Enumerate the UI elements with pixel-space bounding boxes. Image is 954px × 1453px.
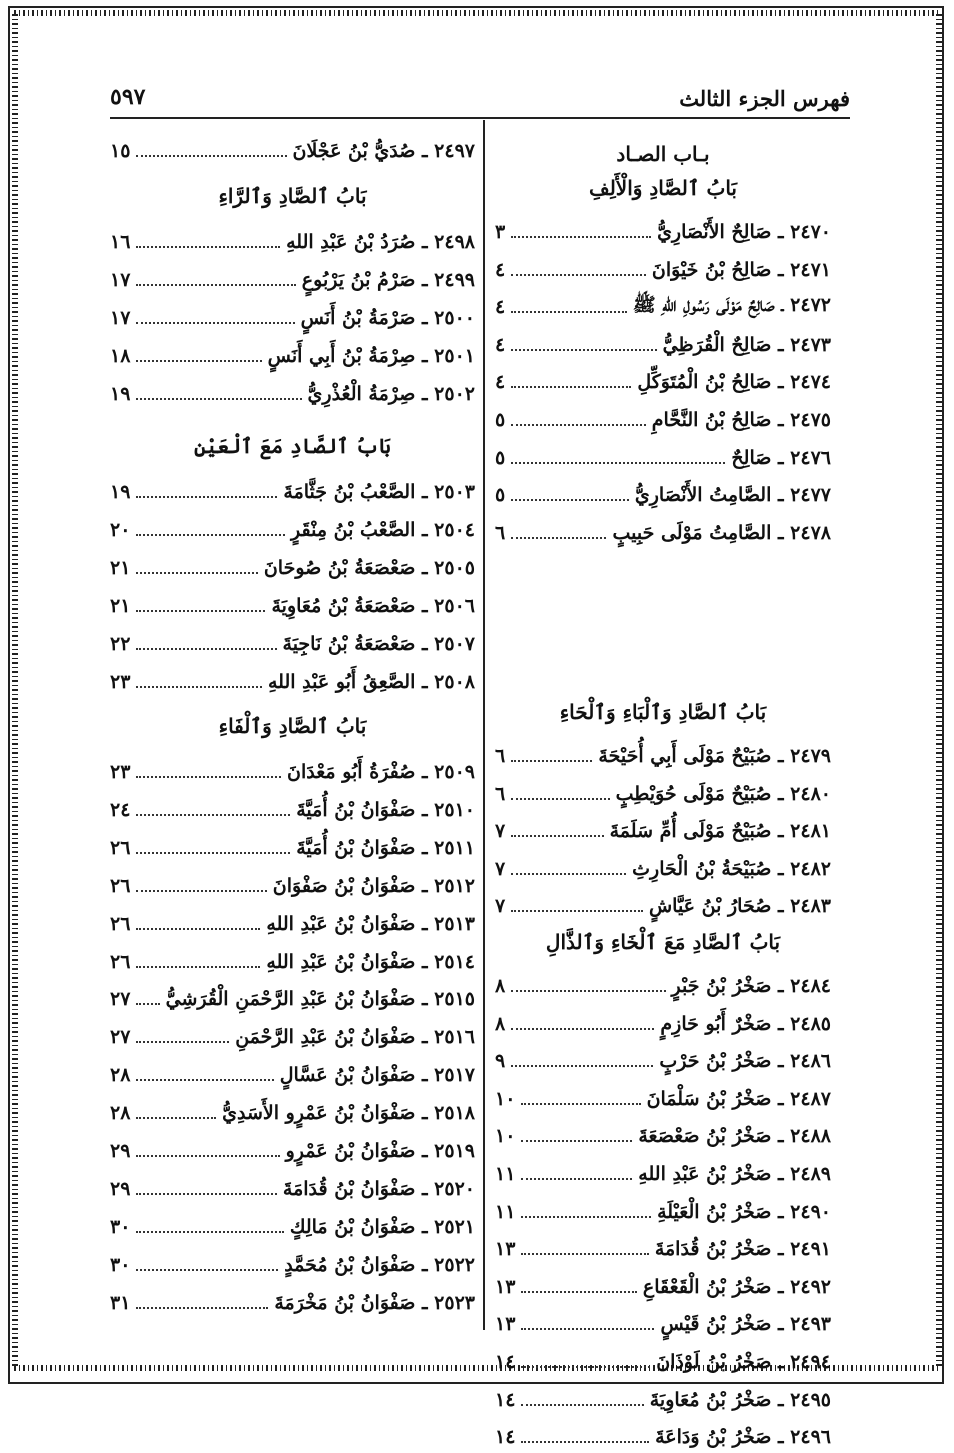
entry-page-number: ٦ bbox=[495, 782, 506, 805]
entry-name: ٢٤٨٤ ـ صَخْرُ بْنُ جَبْرٍ bbox=[671, 975, 831, 997]
dot-leader bbox=[511, 1065, 653, 1067]
index-entry bbox=[495, 517, 831, 549]
index-entry bbox=[110, 135, 475, 167]
entry-name: ٢٤٩٤ ـ صَخْرُ بْنُ لَوْذَانَ bbox=[656, 1351, 831, 1373]
dot-leader bbox=[511, 274, 646, 276]
entry-name: ٢٤٧٥ ـ صَالِحُ بْنُ النَّحَّامِ bbox=[651, 409, 831, 431]
entry-page-number: ٢٢ bbox=[110, 632, 131, 655]
dot-leader bbox=[136, 1269, 278, 1271]
entry-page-number: ١٩ bbox=[110, 481, 131, 503]
entry-name: ٢٥١٧ ـ صَفْوَانُ بْنُ عَسَّالٍ bbox=[279, 1064, 475, 1087]
entry-name: ٢٤٩٣ ـ صَخْرُ بْنُ قَيْسٍ bbox=[660, 1313, 831, 1336]
index-entry bbox=[110, 794, 475, 826]
entry-name: ٢٥٠٠ ـ صَرْمَةُ بْنُ أَنَسٍ bbox=[300, 306, 475, 329]
index-entry bbox=[495, 291, 831, 323]
index-entry bbox=[495, 778, 831, 810]
entry-name: ٢٥١٣ ـ صَفْوَانُ بْنُ عَبْدِ اللهِ bbox=[266, 912, 475, 935]
section-heading: بَابُ ٱلصَّادِ مَعَ ٱلْعَيْنِ bbox=[194, 434, 391, 458]
index-entry bbox=[110, 870, 475, 902]
entry-name: ٢٤٧٤ ـ صَالِحُ بْنُ الْمُتَوَكِّلِ bbox=[637, 371, 831, 394]
index-entry bbox=[110, 1249, 475, 1281]
dot-leader bbox=[521, 1178, 632, 1180]
index-entry bbox=[110, 552, 475, 584]
entry-page-number: ١٣ bbox=[495, 1313, 516, 1336]
index-entry bbox=[495, 479, 831, 511]
dot-leader bbox=[136, 966, 260, 968]
entry-name: ٢٤٧٢ ـ صَالِحٌ مَوْلَى رَسُولِ اللهِ ﷺ bbox=[632, 294, 831, 317]
entry-name: ٢٥١٦ ـ صَفْوَانُ بْنُ عَبْدِ الرَّحْمَنِ bbox=[235, 1026, 475, 1049]
index-entry bbox=[495, 970, 831, 1002]
header-rule bbox=[110, 117, 850, 119]
entry-page-number: ١١ bbox=[495, 1200, 516, 1223]
entry-page-number: ٢٦ bbox=[110, 950, 131, 973]
index-entry bbox=[110, 302, 475, 334]
ornamental-border-right bbox=[936, 14, 942, 1366]
entry-page-number: ١٠ bbox=[495, 1087, 516, 1110]
index-entry bbox=[495, 1196, 831, 1228]
index-entry bbox=[110, 590, 475, 622]
entry-name: ٢٥٠٦ ـ صَعْصَعَةُ بْنُ مُعَاوِيَةَ bbox=[271, 594, 475, 617]
entry-page-number: ٣٠ bbox=[110, 1253, 131, 1276]
ornamental-border-left bbox=[12, 14, 18, 1366]
entry-name: ٢٥٠٣ ـ الصَّعْبُ بْنُ جَثَّامَةَ bbox=[283, 481, 475, 503]
dot-leader bbox=[136, 1307, 268, 1309]
entry-page-number: ٢٧ bbox=[110, 988, 131, 1011]
entry-name: ٢٤٩٩ ـ صَرْمُ بْنُ يَرْبُوعٍ bbox=[301, 268, 475, 291]
index-entry bbox=[495, 890, 831, 922]
dot-leader bbox=[136, 155, 286, 157]
index-entry bbox=[495, 1421, 831, 1453]
index-entry bbox=[110, 1059, 475, 1091]
dot-leader bbox=[511, 462, 725, 464]
index-entry bbox=[110, 226, 475, 258]
entry-name: ٢٤٨٩ ـ صَخْرُ بْنُ عَبْدِ اللهِ bbox=[638, 1163, 831, 1185]
ornamental-border-top bbox=[14, 10, 938, 16]
dot-leader bbox=[136, 534, 285, 536]
entry-name: ٢٤٩٦ ـ صَخْرُ بْنُ وَدَاعَةَ bbox=[655, 1426, 831, 1449]
dot-leader bbox=[521, 1291, 637, 1293]
index-entry bbox=[495, 442, 831, 474]
chapter-title: بـاب الصـاد bbox=[616, 142, 710, 166]
dot-leader bbox=[521, 1103, 640, 1105]
dot-leader bbox=[521, 1366, 650, 1368]
entry-page-number: ٨ bbox=[495, 975, 506, 997]
entry-page-number: ٤ bbox=[495, 371, 506, 394]
entry-name: ٢٤٧٧ ـ الصَّامِتُ الأَنْصَارِيُّ bbox=[634, 484, 831, 507]
entry-page-number: ٢٨ bbox=[110, 1102, 131, 1125]
entry-name: ٢٥٢٠ ـ صَفْوَانُ بْنُ قُدَامَةَ bbox=[282, 1177, 475, 1200]
dot-leader bbox=[136, 1041, 229, 1043]
entry-page-number: ٤ bbox=[495, 333, 506, 356]
entry-page-number: ١١ bbox=[495, 1163, 516, 1185]
entry-name: ٢٥١٩ ـ صَفْوَانُ بْنُ عَمْرٍو bbox=[285, 1140, 475, 1162]
dot-leader bbox=[136, 776, 281, 778]
entry-name: ٢٥١٠ ـ صَفْوَانُ بْنُ أُمَيَّةَ bbox=[296, 798, 475, 821]
entry-page-number: ٤ bbox=[495, 258, 506, 281]
section-heading: بَابُ ٱلصَّادِ وَٱلْبَاءِ وَٱلْحَاءِ bbox=[559, 700, 767, 724]
entry-page-number: ٢٣ bbox=[110, 761, 131, 783]
entry-page-number: ١٨ bbox=[110, 344, 131, 367]
entry-name: ٢٤٨٣ ـ صُحَارُ بْنُ عَيَّاشٍ bbox=[648, 895, 831, 918]
index-entry bbox=[110, 832, 475, 864]
dot-leader bbox=[136, 852, 290, 854]
page-header bbox=[110, 78, 850, 114]
entry-name: ٢٤٧٦ ـ صَالِحٌ bbox=[731, 446, 831, 469]
entry-page-number: ٢١ bbox=[110, 594, 131, 617]
entry-page-number: ٥ bbox=[495, 446, 506, 469]
entry-name: ٢٥٠٢ ـ صِرْمَةُ الْعُذْرِيُّ bbox=[307, 382, 475, 405]
dot-leader bbox=[136, 1155, 279, 1157]
entry-page-number: ٢٩ bbox=[110, 1177, 131, 1200]
index-entry bbox=[110, 1211, 475, 1243]
entry-page-number: ١٤ bbox=[495, 1388, 516, 1411]
index-entry bbox=[495, 853, 831, 885]
dot-leader bbox=[136, 496, 277, 498]
dot-leader bbox=[511, 910, 643, 912]
index-entry bbox=[110, 1097, 475, 1129]
column-divider bbox=[483, 120, 485, 1330]
index-entry bbox=[495, 815, 831, 847]
entry-page-number: ١٤ bbox=[495, 1426, 516, 1449]
entry-name: ٢٤٧٩ ـ صُبَيْحٌ مَوْلَى أَبِي أُحَيْحَةَ bbox=[598, 745, 831, 767]
entry-name: ٢٥١١ ـ صَفْوَانُ بْنُ أُمَيَّةَ bbox=[296, 836, 475, 859]
dot-leader bbox=[136, 648, 276, 650]
dot-leader bbox=[136, 928, 260, 930]
entry-name: ٢٤٩٥ ـ صَخْرُ بْنُ مُعَاوِيَةَ bbox=[649, 1388, 831, 1411]
entry-page-number: ٢٨ bbox=[110, 1064, 131, 1087]
index-entry bbox=[110, 983, 475, 1015]
index-entry bbox=[495, 329, 831, 361]
dot-leader bbox=[511, 835, 603, 837]
entry-name: ٢٤٨٦ ـ صَخْرُ بْنُ حَرْبٍ bbox=[659, 1050, 831, 1073]
index-entry bbox=[110, 666, 475, 698]
dot-leader bbox=[136, 246, 280, 248]
entry-name: ٢٥١٢ ـ صَفْوَانُ بْنُ صَفْوَانَ bbox=[272, 874, 475, 897]
page-number: ٥٩٧ bbox=[110, 84, 146, 110]
entry-page-number: ٢٤ bbox=[110, 798, 131, 821]
entry-page-number: ١٥ bbox=[110, 140, 131, 162]
dot-leader bbox=[511, 760, 592, 762]
entry-page-number: ٣ bbox=[495, 221, 506, 243]
dot-leader bbox=[136, 398, 301, 400]
entry-name: ٢٥٠٧ ـ صَعْصَعَةُ بْنُ نَاجِيَةَ bbox=[282, 632, 475, 655]
dot-leader bbox=[511, 537, 606, 539]
index-entry bbox=[495, 1158, 831, 1190]
entry-name: ٢٤٨٠ ـ صُبَيْحٌ مَوْلَى حُوَيْطِبٍ bbox=[615, 782, 831, 805]
entry-page-number: ٢٦ bbox=[110, 874, 131, 897]
entry-name: ٢٤٧١ ـ صَالِحُ بْنُ خَيْوَانَ bbox=[651, 258, 831, 281]
dot-leader bbox=[511, 424, 646, 426]
index-entry bbox=[110, 908, 475, 940]
entry-name: ٢٥١٤ ـ صَفْوَانُ بْنُ عَبْدِ اللهِ bbox=[266, 950, 475, 973]
entry-name: ٢٥١٨ ـ صَفْوَانُ بْنُ عَمْرٍو الأَسَدِيُّ bbox=[222, 1102, 475, 1125]
entry-page-number: ٢٧ bbox=[110, 1026, 131, 1049]
entry-name: ٢٤٨٨ ـ صَخْرُ بْنُ صَعْصَعَةَ bbox=[638, 1125, 831, 1148]
entry-name: ٢٥٠٩ ـ صُفْرَةُ أَبُو مَعْدَانَ bbox=[287, 761, 475, 783]
entry-page-number: ٢٣ bbox=[110, 670, 131, 693]
index-entry bbox=[110, 946, 475, 978]
dot-leader bbox=[521, 1216, 651, 1218]
entry-name: ٢٤٩٠ ـ صَخْرُ بْنُ الْعَيْلَةِ bbox=[657, 1200, 831, 1223]
entry-page-number: ٨ bbox=[495, 1012, 506, 1035]
dot-leader bbox=[511, 386, 631, 388]
index-entry bbox=[495, 1083, 831, 1115]
entry-page-number: ١٠ bbox=[495, 1125, 516, 1148]
section-heading: بَابُ ٱلصَّادِ وَٱلْفَاءِ bbox=[218, 714, 367, 738]
index-entry bbox=[110, 756, 475, 788]
index-entry bbox=[110, 378, 475, 410]
dot-leader bbox=[521, 1140, 632, 1142]
entry-name: ٢٤٧٠ ـ صَالِحٌ الأَنْصَارِيُّ bbox=[657, 221, 831, 243]
index-entry bbox=[495, 1008, 831, 1040]
index-entry bbox=[495, 1271, 831, 1303]
dot-leader bbox=[136, 814, 290, 816]
entry-page-number: ٤ bbox=[495, 296, 506, 319]
entry-page-number: ٢٦ bbox=[110, 836, 131, 859]
dot-leader bbox=[521, 1253, 648, 1255]
dot-leader bbox=[136, 284, 295, 286]
entry-name: ٢٥٠٤ ـ الصَّعْبُ بْنُ مِنْقَرٍ bbox=[291, 518, 475, 541]
entry-page-number: ١٤ bbox=[495, 1351, 516, 1373]
dot-leader bbox=[136, 1117, 216, 1119]
entry-name: ٢٤٩٢ ـ صَخْرُ بْنُ الْقَعْقَاعِ bbox=[642, 1275, 831, 1298]
dot-leader bbox=[136, 1193, 276, 1195]
entry-page-number: ١٣ bbox=[495, 1238, 516, 1261]
dot-leader bbox=[136, 360, 261, 362]
entry-name: ٢٥٢٢ ـ صَفْوَانُ بْنُ مُحَمَّدٍ bbox=[284, 1253, 475, 1276]
entry-page-number: ٥ bbox=[495, 409, 506, 431]
index-entry bbox=[110, 514, 475, 546]
entry-name: ٢٥٢١ ـ صَفْوَانُ بْنُ مَالِكٍ bbox=[289, 1215, 475, 1238]
index-entry bbox=[110, 476, 475, 508]
dot-leader bbox=[511, 873, 626, 875]
dot-leader bbox=[511, 798, 609, 800]
entry-name: ٢٤٧٣ ـ صَالِحٌ الْقُرَظِيُّ bbox=[662, 333, 831, 356]
entry-page-number: ١٧ bbox=[110, 268, 131, 291]
entry-page-number: ٥ bbox=[495, 484, 506, 507]
index-entry bbox=[495, 254, 831, 286]
entry-page-number: ٣٠ bbox=[110, 1215, 131, 1238]
dot-leader bbox=[136, 572, 257, 574]
index-entry bbox=[495, 1308, 831, 1340]
index-entry bbox=[495, 1346, 831, 1378]
index-entry bbox=[495, 740, 831, 772]
dot-leader bbox=[511, 311, 626, 313]
dot-leader bbox=[136, 890, 266, 892]
dot-leader bbox=[511, 236, 651, 238]
entry-page-number: ٧ bbox=[495, 857, 506, 880]
index-entry bbox=[495, 1120, 831, 1152]
entry-page-number: ٢٩ bbox=[110, 1140, 131, 1162]
entry-page-number: ٧ bbox=[495, 820, 506, 843]
entry-page-number: ٢٠ bbox=[110, 518, 131, 541]
entry-page-number: ٦ bbox=[495, 745, 506, 767]
dot-leader bbox=[521, 1404, 643, 1406]
index-entry bbox=[110, 628, 475, 660]
index-entry bbox=[495, 1233, 831, 1265]
entry-name: ٢٤٨٢ ـ صُبَيْحَةُ بْنُ الْحَارِثِ bbox=[632, 857, 831, 880]
dot-leader bbox=[511, 990, 665, 992]
dot-leader bbox=[136, 322, 294, 324]
index-entry bbox=[495, 404, 831, 436]
index-entry bbox=[495, 216, 831, 248]
entry-page-number: ٢١ bbox=[110, 556, 131, 579]
index-entry bbox=[495, 1384, 831, 1416]
index-entry bbox=[110, 1135, 475, 1167]
dot-leader bbox=[511, 1028, 654, 1030]
section-heading: بَابُ ٱلصَّادِ مَعَ ٱلْخَاءِ وَٱلذَّالِ bbox=[545, 930, 781, 954]
entry-name: ٢٤٨٥ ـ صَخْرٌ أَبُو حَازِمٍ bbox=[660, 1012, 831, 1035]
dot-leader bbox=[136, 1003, 159, 1005]
dot-leader bbox=[136, 686, 262, 688]
index-entry bbox=[495, 366, 831, 398]
entry-name: ٢٤٩١ ـ صَخْرُ بْنُ قُدَامَةَ bbox=[654, 1238, 831, 1261]
running-title: فهرس الجزء الثالث bbox=[679, 86, 850, 111]
entry-name: ٢٤٨١ ـ صُبَيْحٌ مَوْلَى أُمِّ سَلَمَةَ bbox=[609, 820, 831, 843]
entry-name: ٢٥٠٨ ـ الصَّعِقُ أَبُو عَبْدِ اللهِ bbox=[268, 670, 475, 693]
entry-page-number: ١٣ bbox=[495, 1275, 516, 1298]
entry-name: ٢٥١٥ ـ صَفْوَانُ بْنُ عَبْدِ الرَّحْمَنِ الْقُرَشِيُّ bbox=[165, 988, 475, 1011]
entry-name: ٢٥٠٥ ـ صَعْصَعَةُ بْنُ صُوحَانَ bbox=[263, 556, 475, 579]
index-entry bbox=[495, 1045, 831, 1077]
entry-page-number: ١٦ bbox=[110, 231, 131, 253]
entry-page-number: ١٧ bbox=[110, 306, 131, 329]
entry-name: ٢٤٩٧ ـ صُدَيُّ بْنُ عَجْلَانَ bbox=[292, 140, 475, 162]
section-heading: بَابُ ٱلصَّادِ وَٱلرَّاءِ bbox=[218, 184, 367, 208]
entry-page-number: ٩ bbox=[495, 1050, 506, 1073]
dot-leader bbox=[521, 1328, 654, 1330]
dot-leader bbox=[511, 349, 656, 351]
dot-leader bbox=[511, 499, 629, 501]
entry-page-number: ٢٦ bbox=[110, 912, 131, 935]
dot-leader bbox=[136, 1079, 273, 1081]
dot-leader bbox=[136, 1231, 283, 1233]
index-entry bbox=[110, 1287, 475, 1319]
entry-name: ٢٤٨٧ ـ صَخْرُ بْنُ سَلْمَانَ bbox=[646, 1087, 831, 1110]
entry-page-number: ٣١ bbox=[110, 1291, 131, 1314]
dot-leader bbox=[136, 610, 265, 612]
entry-name: ٢٥٠١ ـ صِرْمَةُ بْنُ أَبِي أَنَسٍ bbox=[267, 344, 475, 367]
entry-page-number: ١٩ bbox=[110, 382, 131, 405]
entry-page-number: ٧ bbox=[495, 895, 506, 918]
entry-name: ٢٤٩٨ ـ صُرَدُ بْنُ عَبْدِ اللهِ bbox=[286, 231, 475, 253]
entry-name: ٢٤٧٨ ـ الصَّامِتُ مَوْلَى حَبِيبٍ bbox=[612, 521, 831, 544]
dot-leader bbox=[521, 1441, 649, 1443]
index-entry bbox=[110, 264, 475, 296]
entry-name: ٢٥٢٣ ـ صَفْوَانُ بْنُ مَخْرَمَةَ bbox=[274, 1291, 475, 1314]
index-entry bbox=[110, 340, 475, 372]
section-heading: بَابُ ٱلصَّادِ وَالْأَلِفِ bbox=[589, 176, 737, 200]
index-entry bbox=[110, 1021, 475, 1053]
entry-page-number: ٦ bbox=[495, 521, 506, 544]
index-entry bbox=[110, 1173, 475, 1205]
